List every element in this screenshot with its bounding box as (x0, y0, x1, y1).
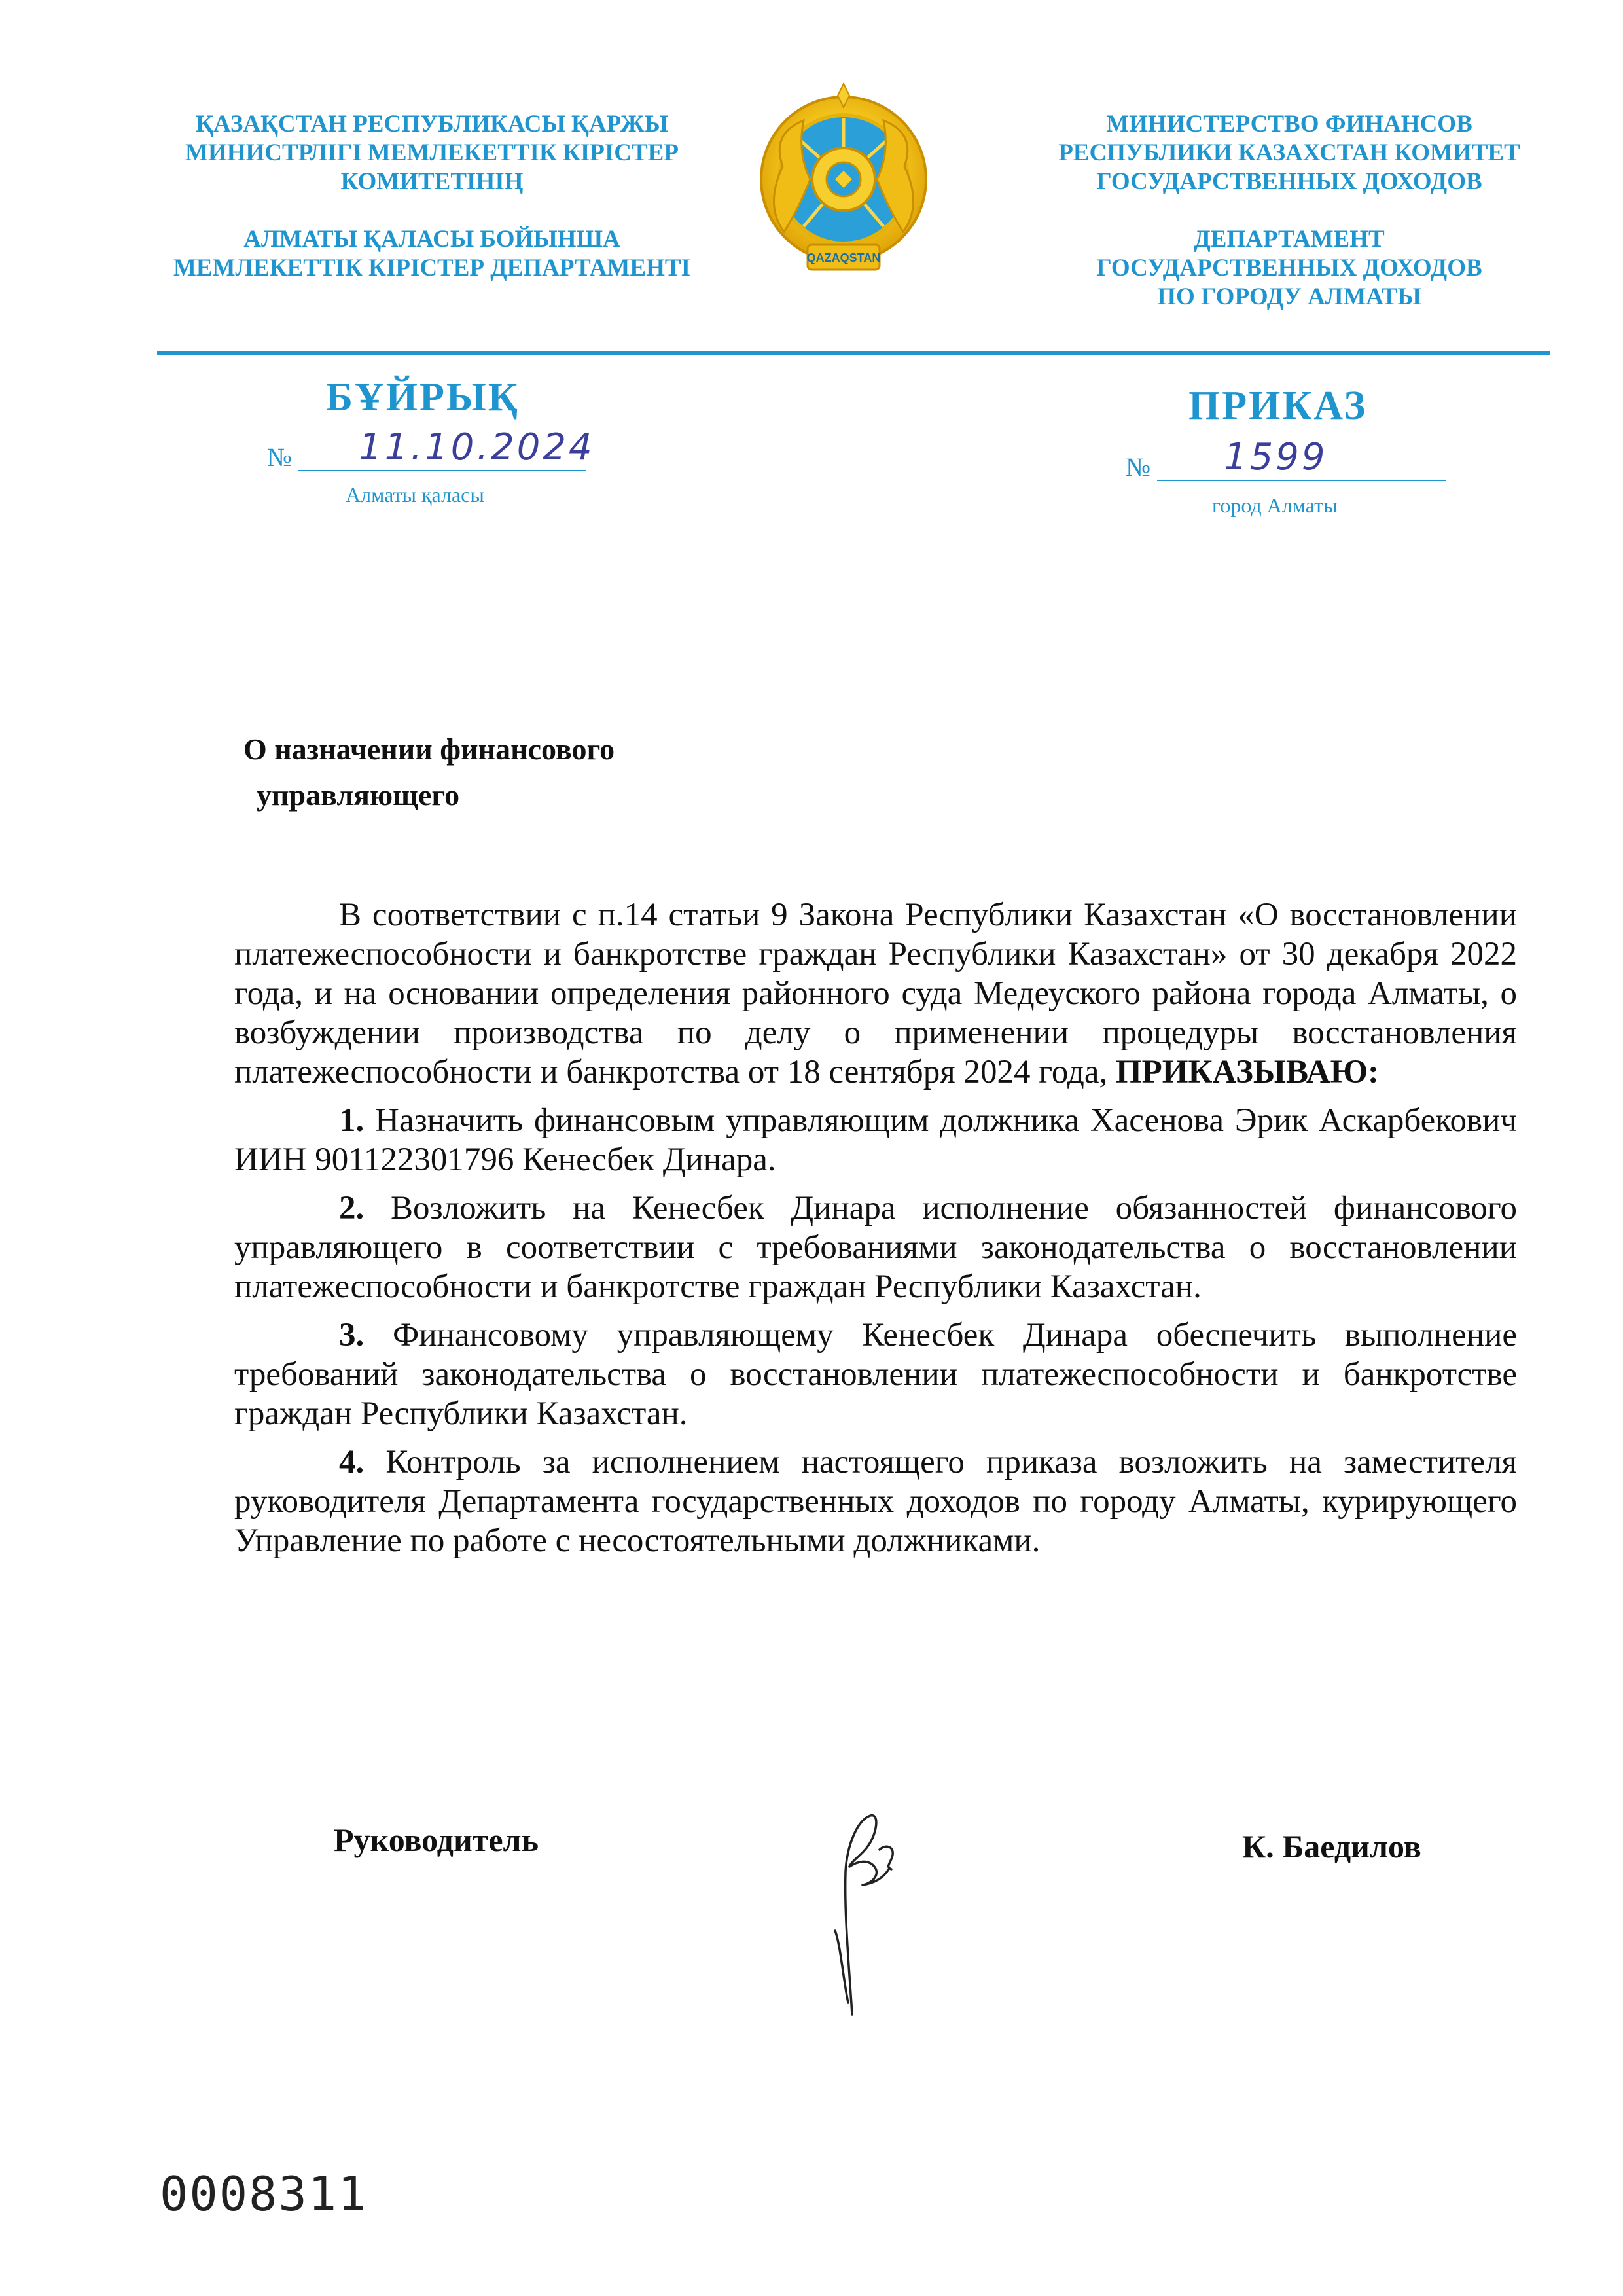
number-sign: № (267, 442, 293, 472)
order-title-ru: ПРИКАЗ (1188, 384, 1368, 428)
item-number: 4. (339, 1444, 365, 1480)
subject-line-2: управляющего (257, 778, 460, 812)
signatory-name: К. Баедилов (1242, 1828, 1421, 1865)
header-kz-line-5: МЕМЛЕКЕТТІК КІРІСТЕР ДЕПАРТАМЕНТІ (173, 255, 690, 281)
handwritten-signature-icon (812, 1806, 916, 2022)
header-russian (1008, 110, 1571, 312)
intro-text: В соответствии с п.14 статьи 9 Закона Республики Казахстан «О восстановлении платежеспособности и банкротстве граждан Республики Казахстан» от 30 декабря 2022 года, и на основании определения районного суда Медеуского района города Алматы, о возбуждении производства по делу о применении процедуры восстановления платежеспособности и банкротства от 18 сентября 2024 года, (234, 897, 1517, 1090)
header-divider (157, 351, 1550, 355)
order-number-field-ru (1126, 436, 1446, 488)
emblem-text: QAZAQSTAN (806, 251, 881, 264)
header-kz-line-4: АЛМАТЫ ҚАЛАСЫ БОЙЫНША (243, 226, 620, 253)
order-item (234, 1101, 1517, 1179)
number-sign: № (1126, 452, 1151, 482)
header-kz-line-2: МИНИСТРЛІГІ МЕМЛЕКЕТТІК КІРІСТЕР (185, 139, 679, 166)
command-word: ПРИКАЗЫВАЮ: (1115, 1054, 1380, 1090)
order-body (234, 895, 1517, 1560)
item-number: 2. (339, 1190, 365, 1227)
header-kz-line-1: ҚАЗАҚСТАН РЕСПУБЛИКАСЫ ҚАРЖЫ (196, 111, 668, 137)
header-ru-line-3: ГОСУДАРСТВЕННЫХ ДОХОДОВ (1096, 168, 1482, 195)
handwritten-date: 11.10.2024 (359, 426, 595, 469)
order-item (234, 1316, 1517, 1433)
kazakhstan-state-emblem-icon (758, 81, 929, 297)
item-text: Финансовому управляющему Кенесбек Динара обеспечить выполнение требований законодательства о восстановлении платежеспособности и банкротстве граждан Республики Казахстан. (234, 1317, 1518, 1432)
city-ru: город Алматы (1212, 493, 1338, 517)
item-number: 1. (339, 1102, 365, 1139)
item-text: Назначить финансовым управляющим должника Хасенова Эрик Аскарбекович ИИН 901122301796 Кенесбек Динара. (234, 1102, 1517, 1178)
item-text: Возложить на Кенесбек Динара исполнение обязанностей финансового управляющего в соответствии с требованиями законодательства о восстановлении платежеспособности и банкротстве граждан Республики Казахстан. (234, 1190, 1517, 1305)
header-ru-line-6: ПО ГОРОДУ АЛМАТЫ (1157, 283, 1421, 310)
handwritten-number: 1599 (1224, 436, 1328, 478)
signatory-role: Руководитель (334, 1821, 539, 1858)
intro-paragraph (234, 895, 1517, 1092)
item-number: 3. (339, 1317, 365, 1354)
header-ru-line-2: РЕСПУБЛИКИ КАЗАХСТАН КОМИТЕТ (1058, 139, 1520, 166)
header-kz-line-3: КОМИТЕТІНІҢ (340, 168, 524, 195)
item-text: Контроль за исполнением настоящего приказа возложить на заместителя руководителя Департамента государственных доходов по городу Алматы, курирующего Управление по работе с несостоятельными должниками. (234, 1444, 1518, 1559)
subject-line-1: О назначении финансового (243, 732, 615, 766)
header-ru-line-1: МИНИСТЕРСТВО ФИНАНСОВ (1106, 111, 1472, 137)
header-kazakh (151, 110, 713, 283)
order-item (234, 1443, 1517, 1560)
header-ru-line-5: ГОСУДАРСТВЕННЫХ ДОХОДОВ (1096, 255, 1482, 281)
order-title-kz: БҰЙРЫҚ (326, 375, 520, 420)
document-serial-number: 0008311 (160, 2166, 368, 2221)
header-ru-line-4: ДЕПАРТАМЕНТ (1194, 226, 1385, 253)
city-kz: Алматы қаласы (346, 483, 484, 507)
order-subject (243, 726, 615, 818)
order-item (234, 1189, 1517, 1306)
order-number-field-kz (267, 426, 595, 478)
